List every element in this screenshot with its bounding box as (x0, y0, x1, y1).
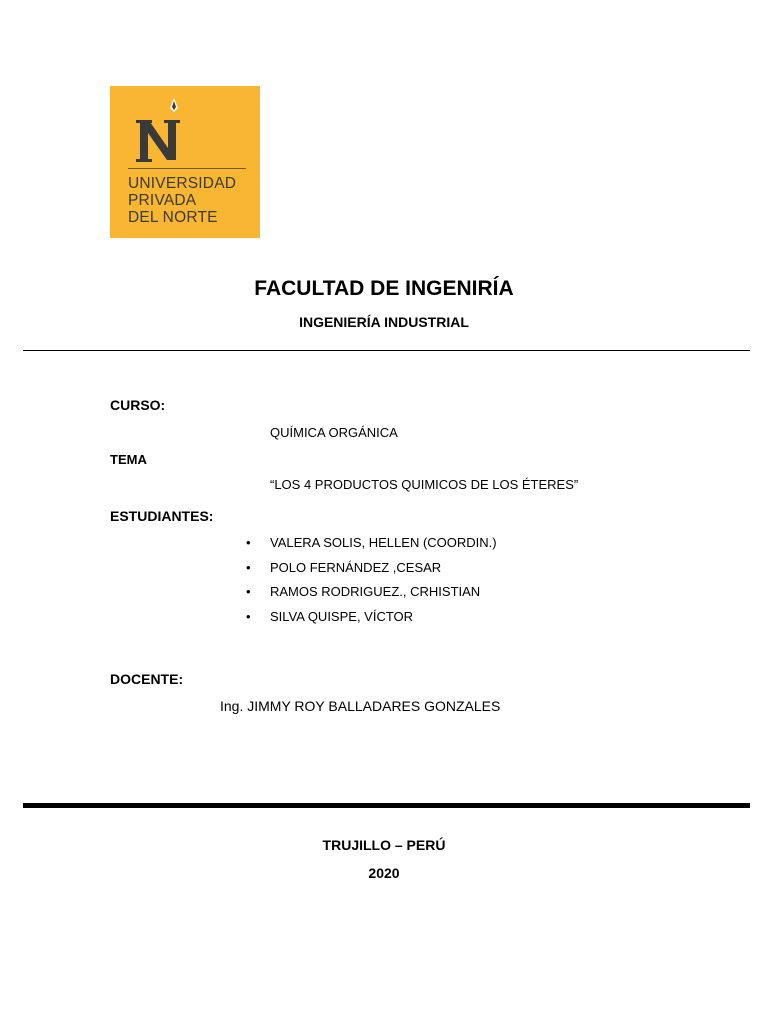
course-label: CURSO: (110, 397, 166, 413)
list-item (246, 560, 497, 585)
faculty-title: FACULTAD DE INGENIRÍA (254, 277, 514, 300)
topic-label: TEMA (110, 452, 147, 467)
student-name: VALERA SOLIS, HELLEN (COORDIN.) (270, 535, 497, 550)
university-logo (110, 86, 260, 238)
footer-divider (23, 803, 750, 808)
bullet-icon: • (246, 535, 251, 550)
career-subtitle: INGENIERÍA INDUSTRIAL (299, 314, 469, 330)
logo-text-line-2: PRIVADA (128, 192, 197, 209)
students-list (246, 535, 497, 633)
bullet-icon: • (246, 584, 251, 599)
bullet-icon: • (246, 608, 251, 624)
list-item (246, 535, 497, 560)
logo-text-line-3: DEL NORTE (128, 209, 218, 226)
student-name: POLO FERNÁNDEZ ,CESAR (270, 559, 442, 575)
list-item (246, 584, 497, 609)
topic-value: “LOS 4 PRODUCTOS QUIMICOS DE LOS ÉTERES” (270, 477, 579, 492)
footer-place: TRUJILLO – PERÚ (322, 837, 446, 853)
students-label: ESTUDIANTES: (110, 508, 214, 524)
logo-text-line-1: UNIVERSIDAD (128, 175, 237, 192)
footer-year: 2020 (368, 865, 400, 881)
student-name: RAMOS RODRIGUEZ., CRHISTIAN (270, 584, 481, 599)
teacher-label: DOCENTE: (110, 671, 184, 687)
bullet-icon: • (246, 559, 251, 575)
course-value: QUÍMICA ORGÁNICA (270, 425, 398, 440)
list-item (246, 609, 497, 634)
student-name: SILVA QUISPE, VÍCTOR (270, 608, 414, 624)
header-divider (23, 350, 750, 351)
teacher-value: Ing. JIMMY ROY BALLADARES GONZALES (220, 698, 501, 714)
